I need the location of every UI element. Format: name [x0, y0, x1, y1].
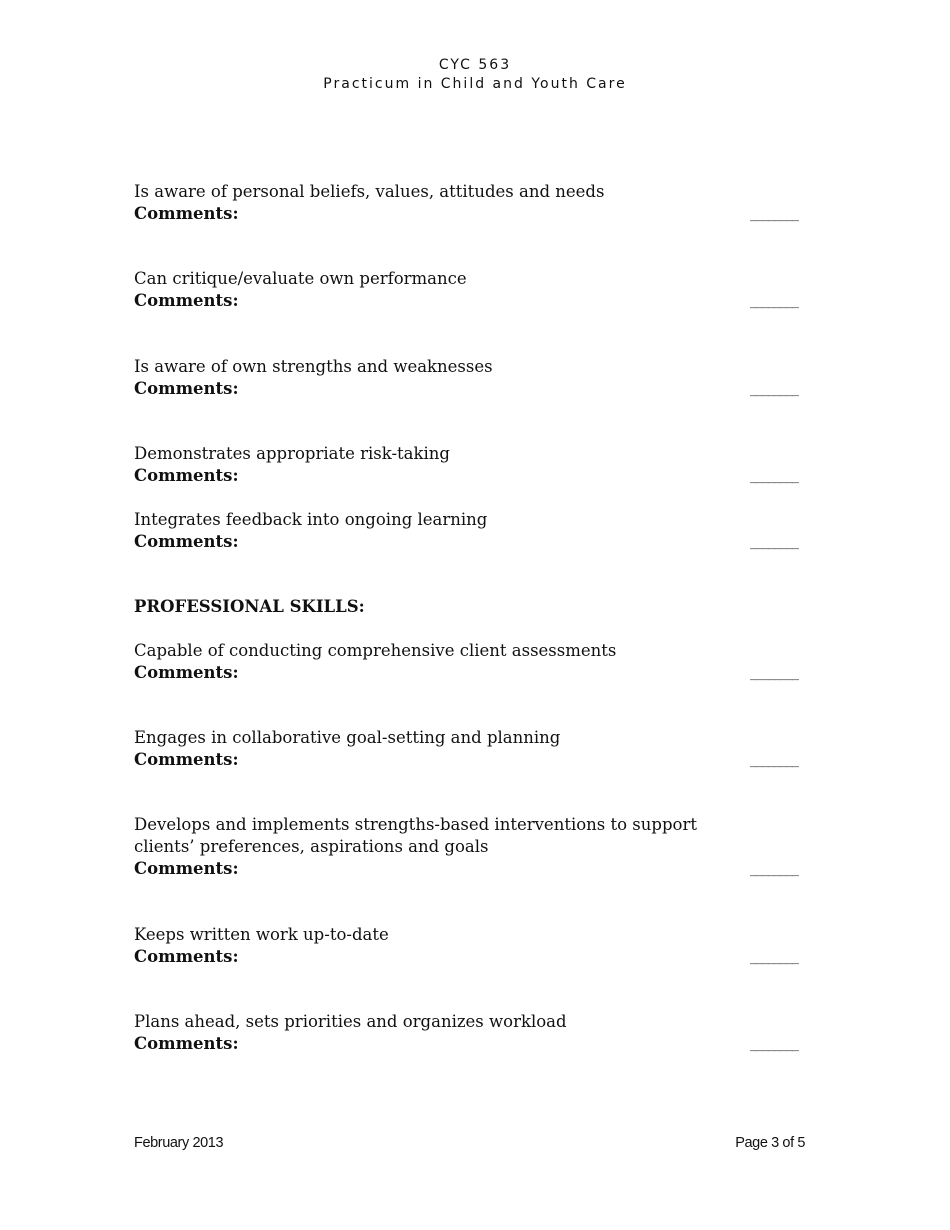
evaluation-item [134, 727, 798, 771]
section-heading-professional-skills: PROFESSIONAL SKILLS: [134, 597, 365, 616]
rating-blank[interactable]: ________ [750, 293, 798, 309]
item-label: Can critique/evaluate own performance [134, 269, 467, 288]
evaluation-item [134, 640, 798, 684]
comments-label: Comments: [134, 663, 239, 682]
item-label: Integrates feedback into ongoing learning [134, 510, 488, 529]
course-title: Practicum in Child and Youth Care [323, 76, 627, 92]
rating-blank[interactable]: ________ [750, 1036, 798, 1052]
rating-blank[interactable]: ________ [750, 949, 798, 965]
comments-label: Comments: [134, 379, 239, 398]
evaluation-item [134, 509, 798, 553]
evaluation-item [134, 1011, 798, 1055]
item-label: Is aware of personal beliefs, values, attitudes and needs [134, 182, 605, 201]
item-label: Keeps written work up-to-date [134, 925, 389, 944]
item-label: Is aware of own strengths and weaknesses [134, 357, 493, 376]
footer-page-number: Page 3 of 5 [735, 1135, 805, 1151]
rating-blank[interactable]: ________ [750, 381, 798, 397]
rating-blank[interactable]: ________ [750, 665, 798, 681]
item-label: Demonstrates appropriate risk-taking [134, 444, 450, 463]
comments-label: Comments: [134, 291, 239, 310]
rating-blank[interactable]: ________ [750, 752, 798, 768]
evaluation-item [134, 924, 798, 968]
rating-blank[interactable]: ________ [750, 468, 798, 484]
evaluation-item [134, 814, 798, 880]
evaluation-item [134, 268, 798, 312]
evaluation-item [134, 356, 798, 400]
comments-label: Comments: [134, 859, 239, 878]
rating-blank[interactable]: ________ [750, 534, 798, 550]
comments-label: Comments: [134, 466, 239, 485]
comments-label: Comments: [134, 1034, 239, 1053]
evaluation-item [134, 443, 798, 487]
footer-date: February 2013 [134, 1135, 224, 1151]
rating-blank[interactable]: ________ [750, 861, 798, 877]
comments-label: Comments: [134, 750, 239, 769]
item-label: Capable of conducting comprehensive client assessments [134, 641, 617, 660]
course-code: CYC 563 [438, 57, 512, 73]
item-label: Plans ahead, sets priorities and organizes workload [134, 1012, 567, 1031]
item-label: Develops and implements strengths-based interventions to support clients’ preferences, aspirations and goals [134, 815, 697, 856]
comments-label: Comments: [134, 532, 239, 551]
item-label: Engages in collaborative goal-setting and planning [134, 728, 561, 747]
comments-label: Comments: [134, 204, 239, 223]
rating-blank[interactable]: ________ [750, 206, 798, 222]
page-header [0, 56, 950, 94]
comments-label: Comments: [134, 947, 239, 966]
evaluation-item [134, 181, 798, 225]
